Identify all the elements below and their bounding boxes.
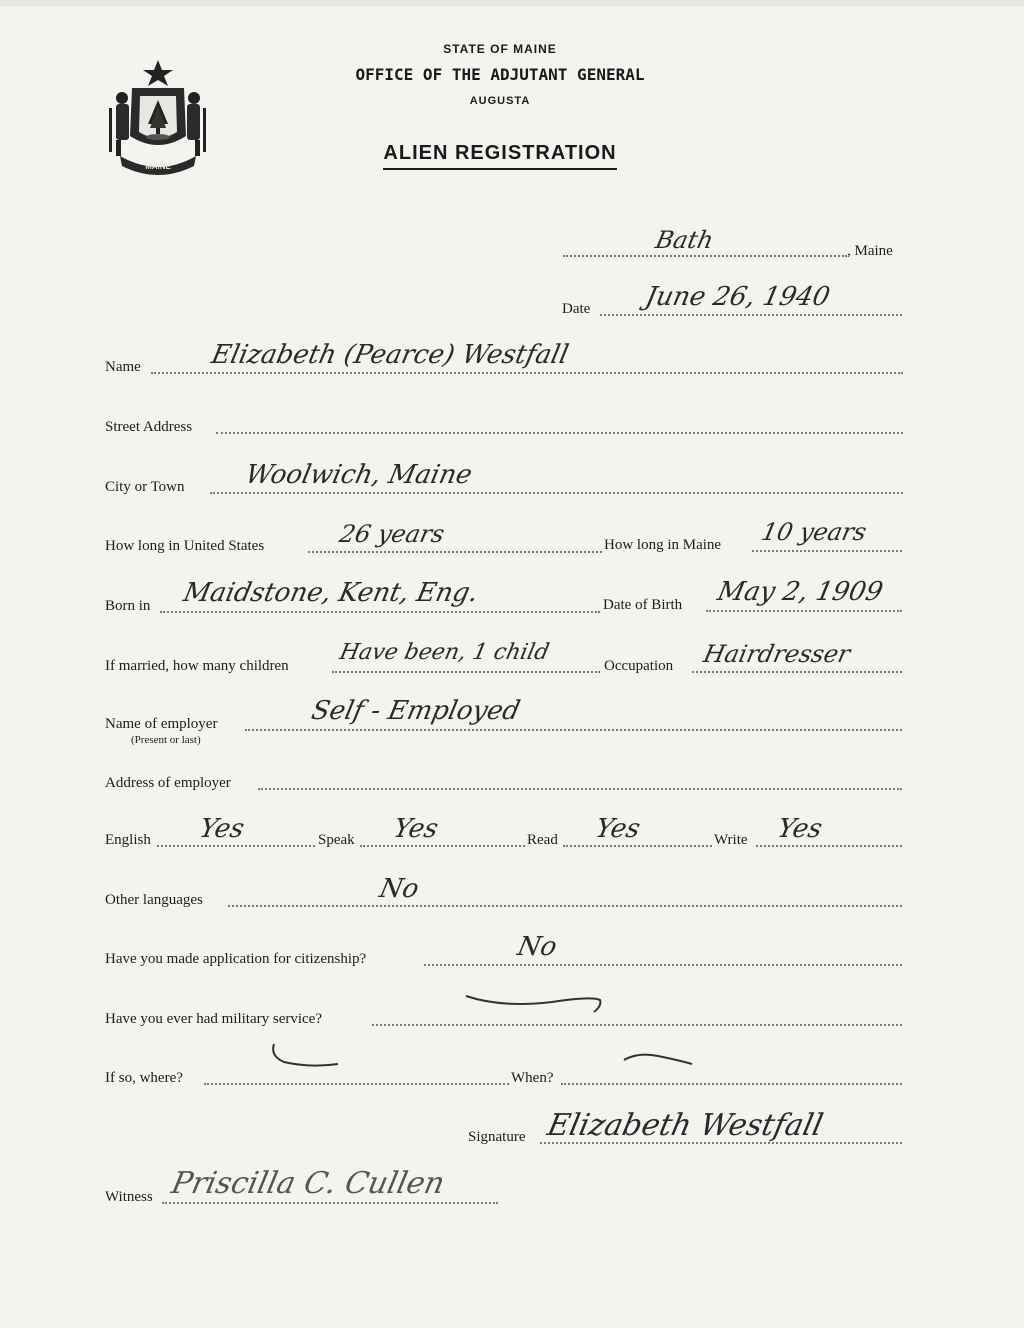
place-value: Bath (653, 226, 717, 254)
write-value: Yes (774, 814, 825, 844)
employer-sublabel: (Present or last) (131, 734, 201, 746)
occupation-line (692, 671, 902, 673)
read-value: Yes (592, 814, 643, 844)
office-heading: OFFICE OF THE ADJUTANT GENERAL (355, 65, 645, 84)
state-heading: STATE OF MAINE (443, 42, 557, 56)
city-heading: AUGUSTA (469, 95, 531, 107)
how-long-us-value: 26 years (337, 520, 448, 548)
english-label: English (105, 832, 151, 848)
read-label: Read (527, 832, 558, 848)
military-line (372, 1024, 902, 1026)
form-title (0, 142, 1000, 165)
write-label: Write (714, 832, 748, 848)
how-long-maine-label: How long in Maine (604, 537, 722, 553)
date-line (600, 314, 902, 316)
when-line (561, 1083, 902, 1085)
where-label: If so, where? (105, 1070, 183, 1086)
city-town-line (210, 492, 903, 494)
witness-line (162, 1202, 498, 1204)
svg-text:MAINE: MAINE (145, 162, 171, 171)
citizenship-line (424, 964, 902, 966)
form-title-text: ALIEN REGISTRATION (383, 142, 616, 170)
where-dash-mark (266, 1040, 346, 1074)
children-value: Have been, 1 child (337, 640, 552, 665)
date-of-birth-value: May 2, 1909 (714, 577, 886, 607)
name-label: Name (105, 359, 141, 375)
how-long-maine-line (752, 550, 902, 552)
speak-label: Speak (318, 832, 355, 848)
date-label: Date (562, 301, 591, 317)
occupation-value: Hairdresser (701, 640, 853, 668)
military-dash-mark (462, 986, 608, 1016)
employer-value: Self - Employed (308, 696, 523, 726)
english-value: Yes (196, 814, 247, 844)
witness-label: Witness (105, 1189, 153, 1205)
signature-value: Elizabeth Westfall (544, 1108, 827, 1143)
place-suffix: , Maine (847, 243, 893, 259)
children-line (332, 671, 600, 673)
name-line (151, 372, 903, 374)
when-label: When? (511, 1070, 554, 1086)
write-line (756, 845, 902, 847)
other-languages-label: Other languages (105, 892, 203, 908)
how-long-us-line (308, 551, 602, 553)
occupation-label: Occupation (604, 658, 674, 674)
military-label: Have you ever had military service? (105, 1011, 322, 1027)
when-dash-mark (618, 1046, 698, 1074)
employer-label: Name of employer (105, 716, 218, 732)
citizenship-value: No (514, 932, 560, 962)
scan-edge (0, 0, 1024, 6)
signature-label: Signature (468, 1129, 526, 1145)
other-languages-line (228, 905, 902, 907)
how-long-us-label: How long in United States (105, 538, 265, 554)
witness-value: Priscilla C. Cullen (168, 1166, 448, 1201)
speak-line (360, 845, 525, 847)
read-line (563, 845, 712, 847)
employer-line (245, 729, 902, 731)
street-address-label: Street Address (105, 419, 193, 435)
date-of-birth-line (706, 610, 902, 612)
how-long-maine-value: 10 years (759, 518, 870, 546)
where-line (204, 1083, 509, 1085)
city-town-label: City or Town (105, 479, 185, 495)
born-in-label: Born in (105, 598, 151, 614)
date-value: June 26, 1940 (642, 282, 833, 312)
city-town-value: Woolwich, Maine (242, 460, 475, 490)
citizenship-label: Have you made application for citizenship? (105, 951, 367, 967)
born-in-value: Maidstone, Kent, Eng. (180, 578, 481, 608)
other-languages-value: No (376, 874, 422, 904)
english-line (157, 845, 315, 847)
date-of-birth-label: Date of Birth (603, 597, 683, 613)
born-in-line (160, 611, 600, 613)
speak-value: Yes (390, 814, 441, 844)
name-value: Elizabeth (Pearce) Westfall (208, 340, 572, 370)
place-line (563, 255, 847, 257)
street-address-line (216, 432, 903, 434)
children-label: If married, how many children (105, 658, 289, 674)
employer-address-line (258, 788, 902, 790)
employer-address-label: Address of employer (105, 775, 231, 791)
